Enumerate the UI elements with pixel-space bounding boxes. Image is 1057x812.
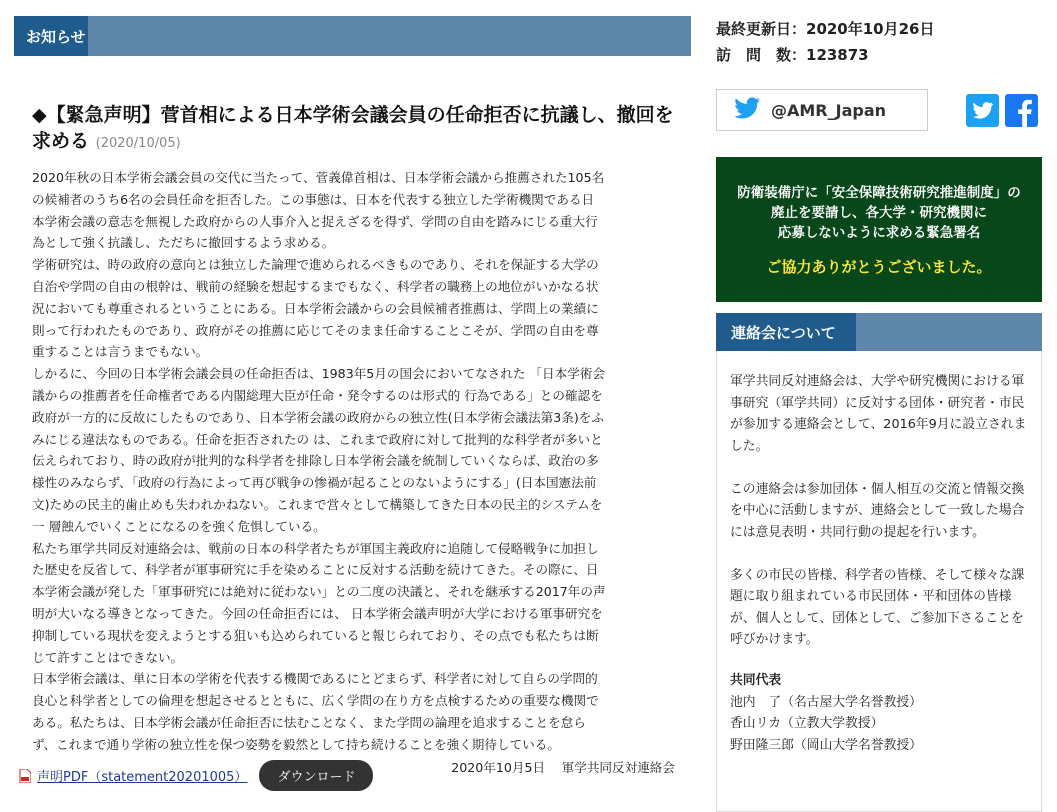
about-paragraph: 軍学共同反対連絡会は、大学や研究機関における軍事研究（軍学共同）に反対する団体・研究者・市民が参加する連絡会として、2016年9月に設立されました。 — [730, 374, 1027, 454]
article-title-text: ◆【緊急声明】菅首相による日本学術会議会員の任命拒否に抗議し、撤回を求める — [32, 104, 674, 152]
twitter-follow-link[interactable] — [716, 89, 928, 131]
article-line: 一 層蝕んでいくことになるのを強く危惧している。 — [32, 518, 326, 534]
article-line: 伝えられており、時の政府が批判的な科学者を排除し日本学術会議を統制していくならば、政治の多 — [32, 453, 599, 469]
representative: 野田隆三郎（岡山大学名誉教授） — [730, 737, 922, 753]
about-paragraph: この連絡会は参加団体・個人相互の交流と情報交換を中心に活動しますが、連絡会として一致した場合には意見表明・共同行動の提起を行います。 — [730, 481, 1025, 540]
article-line: の候補者のうち6名の会員任命を拒否した。この事態は、日本を代表する独立した学術機関である日 — [32, 191, 595, 207]
representative: 香山リカ（立教大学教授） — [730, 716, 884, 731]
article-line: 2020年秋の日本学術会議会員の交代に当たって、菅義偉首相は、日本学術会議から推薦された105名 — [32, 170, 605, 185]
representative: 池内 了（名古屋大学名誉教授） — [730, 694, 922, 710]
article — [14, 102, 691, 779]
twitter-bird-icon — [735, 97, 761, 123]
article-line: 文)ための民主的歯止めも失われかねない。これまで営々として構築してきた日本の民主的システムを — [32, 496, 603, 512]
article-line: 本学術会議が発した「軍事研究には絶対に従わない」との二度の決議と、それを継承する2017年の声 — [32, 584, 606, 600]
about-header-bar — [716, 313, 1042, 351]
article-line: 日本学術会議は、単に日本の学術を代表する機関であるにとどまらず、科学者に対して自らの学問的 — [32, 671, 598, 687]
article-line: 明が大いなる導きとなってきた。今回の任命拒否には、 日本学術会議声明が大学における軍事研究を — [32, 605, 603, 621]
article-line: 自治や学問の自由の根幹は、戦前の経験を想起するまでもなく、科学者の職務上の地位がいかなる状 — [32, 278, 599, 294]
facebook-icon[interactable] — [1005, 94, 1038, 131]
article-line: 政府が一方的に反故にしたものであり、日本学術会議の政府からの独立性(日本学術会議法第3条)をふ — [32, 409, 604, 425]
article-title — [32, 102, 691, 157]
representatives-title: 共同代表 — [730, 673, 782, 688]
last-updated: 最終更新日：2020年10月26日 — [716, 20, 935, 38]
article-line: じて許すことはできない。 — [32, 649, 184, 665]
petition-banner[interactable] — [716, 157, 1042, 302]
article-line: 為として強く抗議し、ただちに撤回するよう求める。 — [32, 235, 335, 251]
banner-line: 防衛装備庁に「安全保障技術研究推進制度」の — [737, 185, 1021, 201]
pdf-file-icon — [19, 768, 31, 782]
banner-text — [716, 183, 1042, 243]
notice-header-bar — [14, 16, 691, 56]
statement-pdf-link[interactable]: 声明PDF（statement20201005） — [37, 769, 248, 785]
article-line: 学術研究は、時の政府の意向とは独立した論理で進められるべきものであり、それを保証する大学の — [32, 257, 599, 273]
main-column — [14, 16, 691, 779]
article-line: 本学術会議の意志を無視した政府からの人事介入と捉えざるを得ず、学問の自由を踏みにじる重大行 — [32, 213, 598, 229]
article-line: しかるに、今回の日本学術会議会員の任命拒否は、1983年5月の国会においてなされた 「日本学術会 — [32, 366, 606, 382]
twitter-icon[interactable] — [966, 94, 999, 131]
notice-header-label: お知らせ — [26, 28, 86, 46]
banner-thanks: ご協力ありがとうございました。 — [766, 258, 992, 276]
about-header-label: 連絡会について — [731, 324, 836, 342]
article-line: 抑制している現状を変えようとする狙いも込められていると報じられており、その点でも私たちは断 — [32, 627, 599, 643]
pdf-download-row — [19, 761, 373, 789]
download-button[interactable]: ダウンロード — [259, 760, 373, 791]
article-line: ある。私たちは、日本学術会議が任命拒否に怯むことなく、また学問の論理を追求することを怠ら — [32, 714, 586, 730]
banner-line: 廃止を要請し、各大学・研究機関に — [771, 205, 987, 221]
twitter-handle: @AMR_Japan — [771, 100, 887, 120]
site-meta — [716, 16, 1042, 68]
visit-count: 訪 問 数：123873 — [716, 46, 869, 64]
article-body — [32, 167, 691, 756]
article-line: た歴史を反省して、科学者が軍事研究に手を染めることに反対する活動を続けてきた。その際に、日 — [32, 562, 599, 578]
sidebar — [716, 16, 1042, 753]
article-line: 況においても尊重されるということにある。日本学術会議からの会員候補者推薦は、学問上の業績に — [32, 300, 599, 316]
article-line: みにじる違法なものである。任命を拒否されたの は、これまで政府に対して批判的な科学者が多いと — [32, 431, 603, 447]
article-line: 重することは言うまでもない。 — [32, 344, 209, 360]
about-section — [716, 351, 1042, 812]
about-paragraph: 多くの市民の皆様、科学者の皆様、そして様々な課題に取り組まれている市民団体・平和団体の皆様が、個人として、団体として、ご参加下さることを呼びかけます。 — [730, 567, 1025, 647]
article-date: (2020/10/05) — [95, 136, 181, 151]
article-signature: 2020年10月5日 軍学共同反対連絡会 — [451, 759, 675, 775]
article-line: 良心と科学者としての倫理を想起させるとともに、広く学問の在り方を点検するための重要な機関で — [32, 693, 599, 709]
banner-line: 応募しないように求める緊急署名 — [777, 225, 981, 241]
article-line: 様性のみならず、「政府の行為によって再び戦争の惨禍が起ることのないようにする」(日本国憲法前 — [32, 475, 597, 491]
article-line: 私たち軍学共同反対連絡会は、戦前の日本の科学者たちが軍国主義政府に追随して侵略戦争に加担し — [32, 540, 599, 556]
article-line: 則って行われたものであり、政府がその推薦に応じてそのまま任命することこそが、学問の自由を尊 — [32, 322, 599, 338]
article-line: ず、これまで通り学術の独立性を保つ姿勢を毅然として持ち続けることを強く期待している。 — [32, 736, 560, 752]
article-line: 議からの推薦者を任命権者である内閣総理大臣が任命・発令するのは形式的 行為である」との確認を — [32, 387, 603, 403]
